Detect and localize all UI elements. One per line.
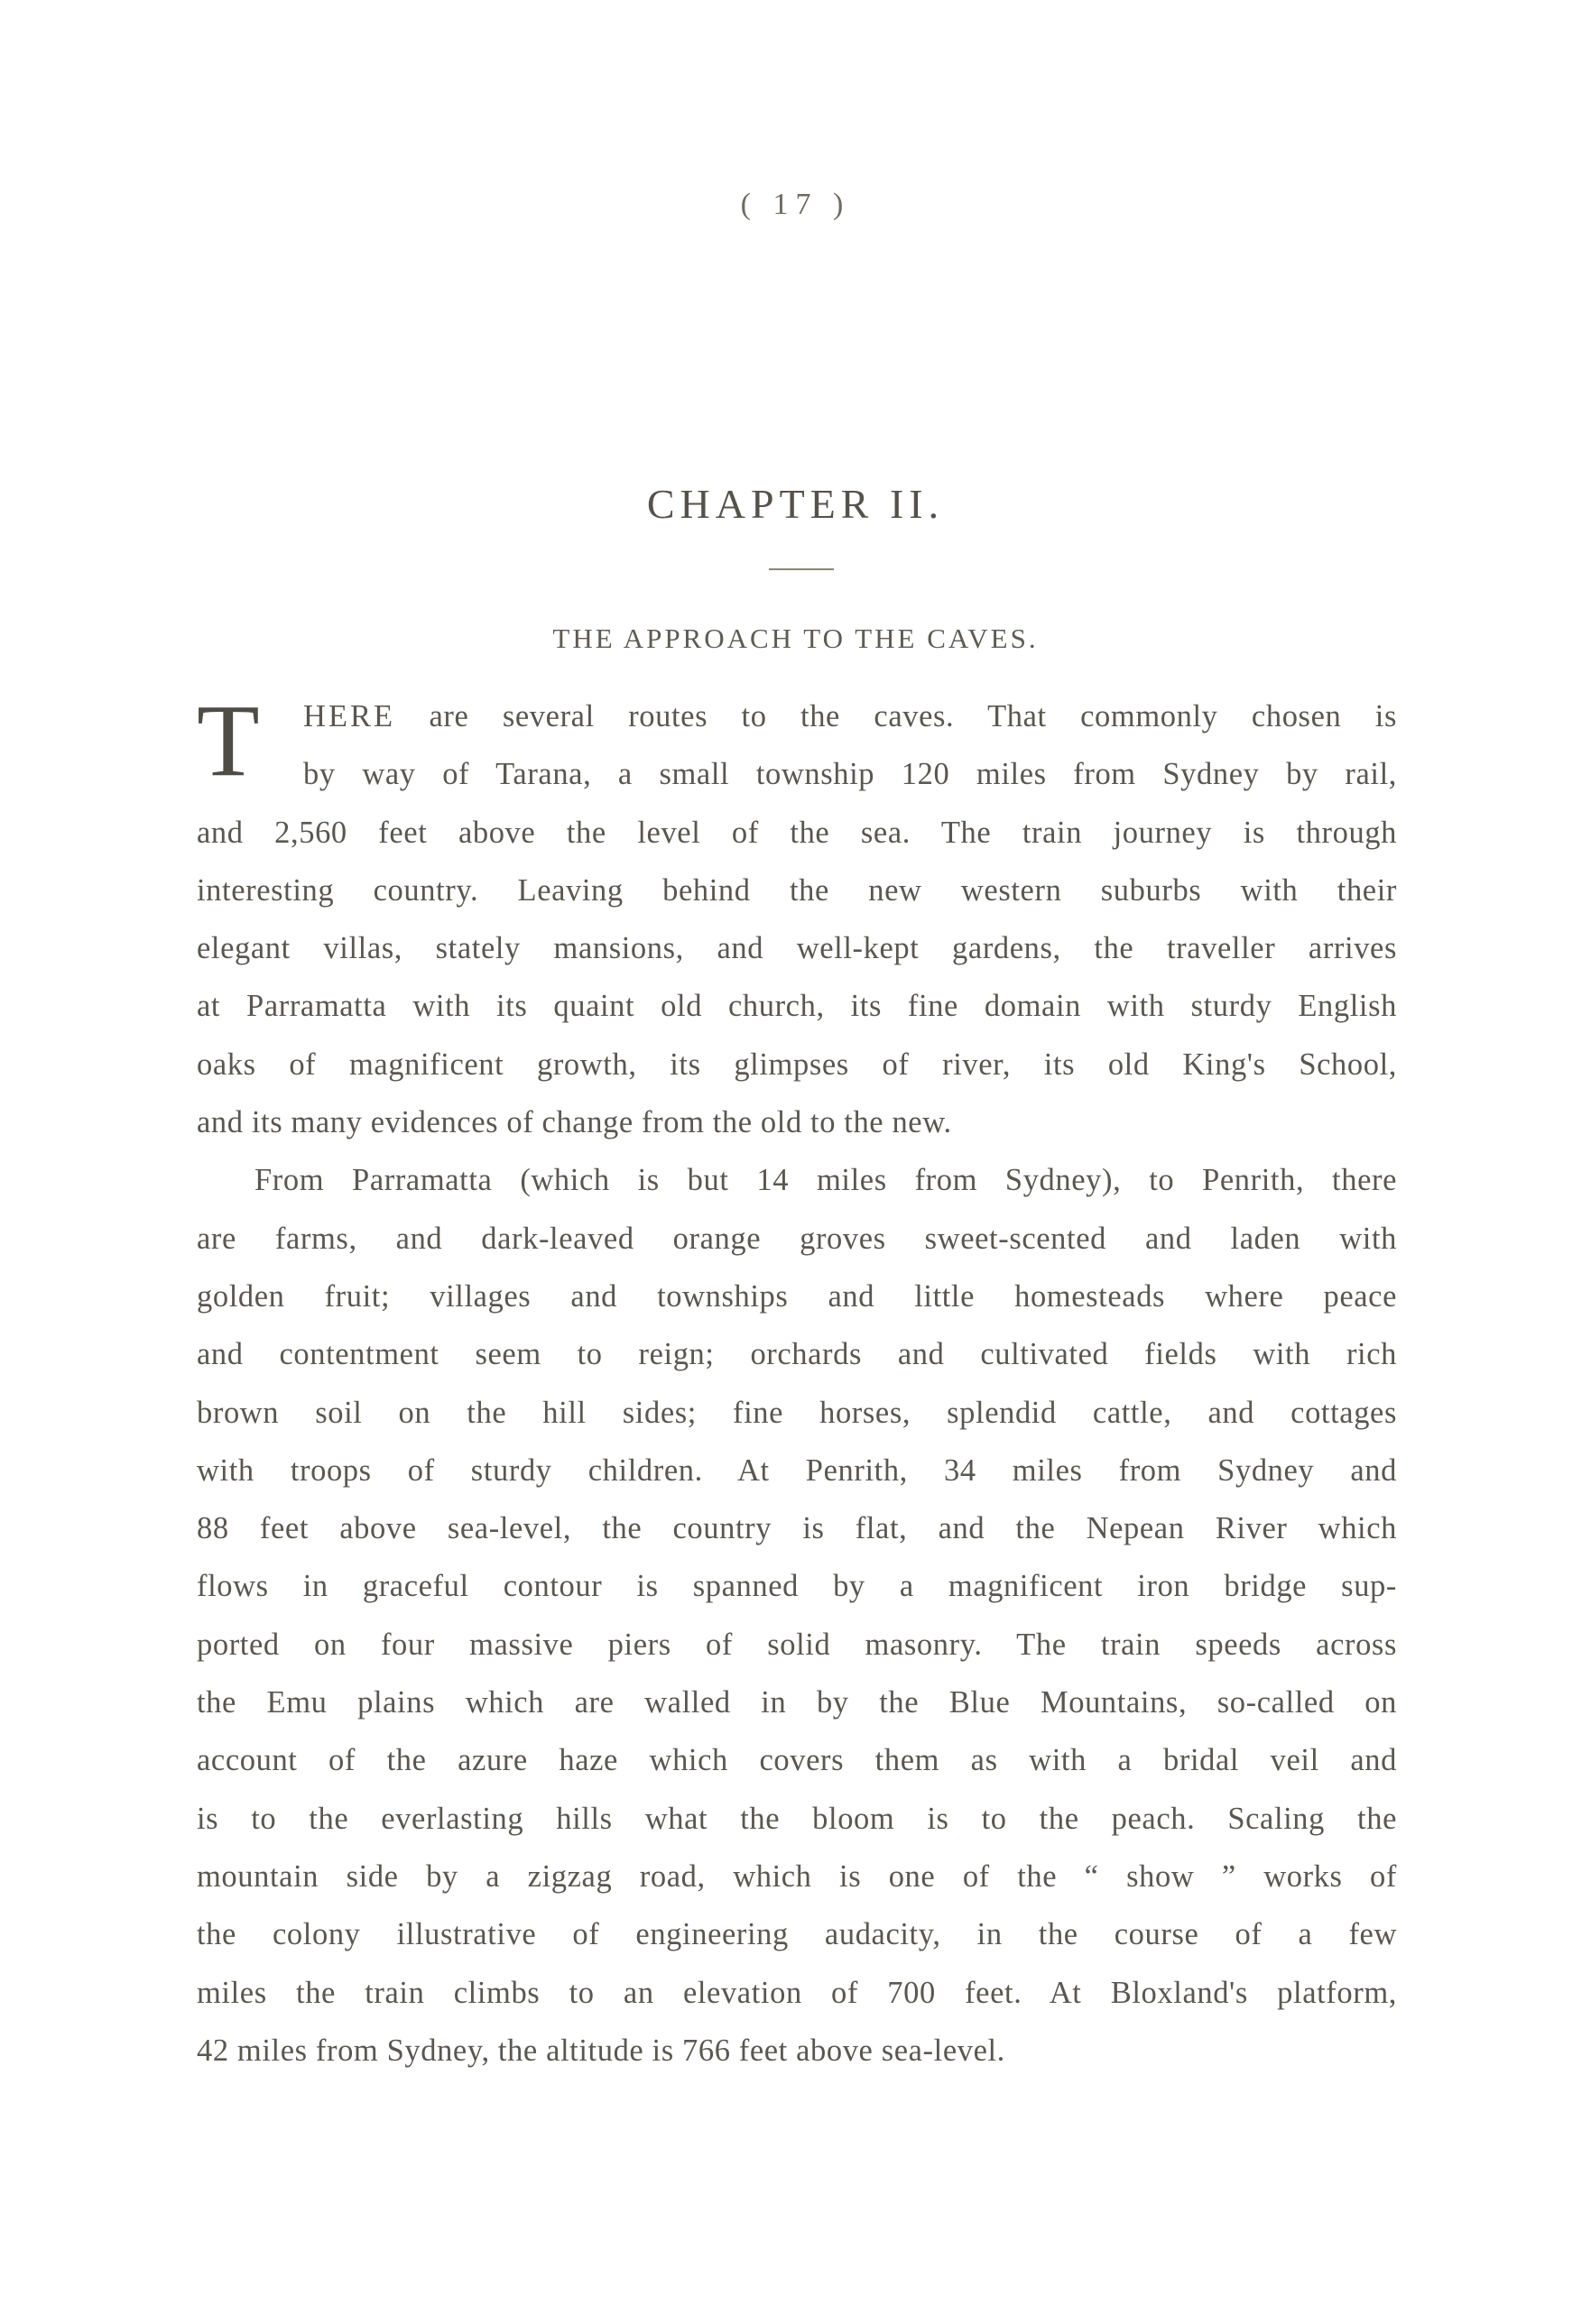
first-word: HERE — [303, 699, 396, 733]
paragraph-line: 42 miles from Sydney, the altitude is 766 feet above sea-level. — [197, 2033, 1005, 2068]
paragraph-line: the Emu plains which are walled in by the Blue Mountains, so-called on — [197, 1685, 1397, 1720]
paragraph-line: and 2,560 feet above the level of the sea. The train journey is through — [197, 815, 1397, 850]
paragraph-line: flows in graceful contour is spanned by a magnificent iron bridge sup- — [197, 1569, 1397, 1604]
line-text: are several routes to the caves. That commonly chosen is — [395, 699, 1397, 733]
page-number: ( 17 ) — [740, 188, 851, 221]
paragraph-line: are farms, and dark-leaved orange groves sweet-scented and laden with — [197, 1221, 1397, 1256]
paragraph-line: From Parramatta (which is but 14 miles from Sydney), to Penrith, there — [254, 1163, 1397, 1198]
paragraph-line: interesting country. Leaving behind the new western suburbs with their — [197, 872, 1397, 908]
paragraph-2 — [197, 1151, 1397, 2080]
paragraph-line: with troops of sturdy children. At Penrith, 34 miles from Sydney and — [197, 1452, 1397, 1488]
paragraph-line: and its many evidences of change from the old to the new. — [197, 1105, 952, 1140]
paragraph-line: is to the everlasting hills what the bloom is to the peach. Scaling the — [197, 1801, 1397, 1836]
paragraph-line: mountain side by a zigzag road, which is one of the “ show ” works of — [197, 1858, 1397, 1894]
paragraph-line: oaks of magnificent growth, its glimpses of river, its old King's School, — [197, 1047, 1397, 1082]
paragraph-line: ported on four massive piers of solid masonry. The train speeds across — [197, 1627, 1397, 1662]
paragraph-line — [197, 687, 1397, 745]
paragraph-line: at Parramatta with its quaint old church, its fine domain with sturdy English — [197, 989, 1397, 1024]
paragraph-line: by way of Tarana, a small township 120 miles from Sydney by rail, — [303, 757, 1397, 792]
section-heading: THE APPROACH TO THE CAVES. — [552, 622, 1039, 654]
paragraph-line: golden fruit; villages and townships and little homesteads where peace — [197, 1278, 1397, 1314]
paragraph-1 — [197, 683, 1397, 1151]
chapter-title: CHAPTER II. — [646, 481, 945, 527]
paragraph-line: account of the azure haze which covers them as with a bridal veil and — [197, 1743, 1397, 1778]
title-divider — [769, 568, 834, 570]
paragraph-line: and contentment seem to reign; orchards and cultivated fields with rich — [197, 1337, 1397, 1372]
paragraph-line: 88 feet above sea-level, the country is flat, and the Nepean River which — [197, 1511, 1397, 1546]
paragraph-line: the colony illustrative of engineering audacity, in the course of a few — [197, 1917, 1397, 1952]
paragraph-line: elegant villas, stately mansions, and well-kept gardens, the traveller arrives — [197, 931, 1397, 966]
paragraph-line: brown soil on the hill sides; fine horses, splendid cattle, and cottages — [197, 1395, 1397, 1430]
paragraph-line: miles the train climbs to an elevation of 700 feet. At Bloxland's platform, — [197, 1975, 1397, 2010]
body-text — [197, 683, 1397, 2080]
drop-cap: T — [197, 683, 261, 798]
